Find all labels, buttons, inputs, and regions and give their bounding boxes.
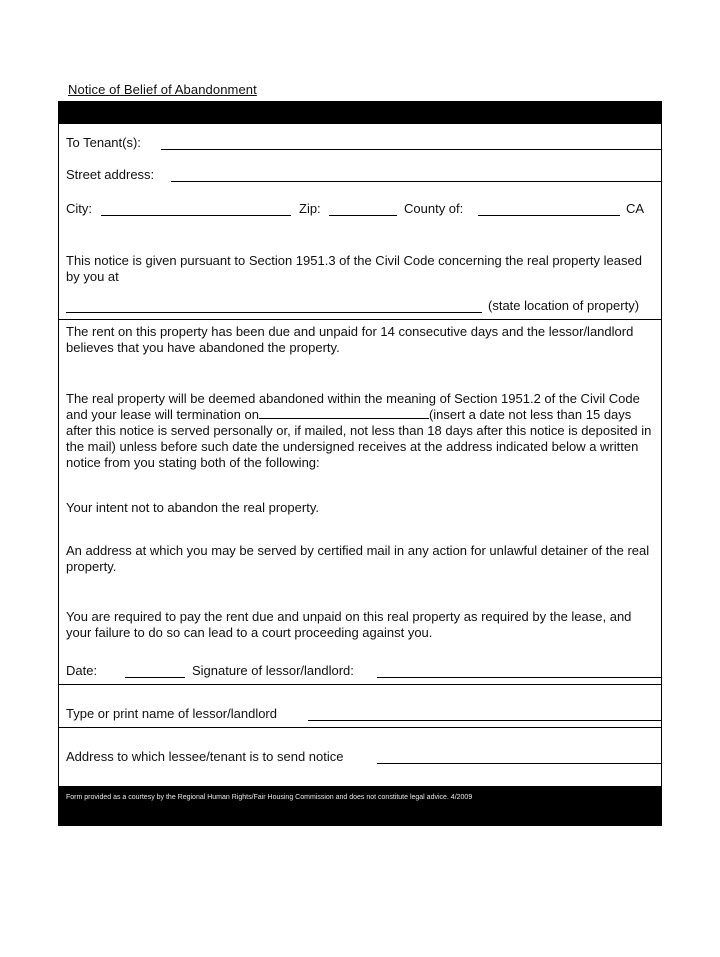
document-title: Notice of Belief of Abandonment — [68, 82, 257, 97]
signature-field[interactable] — [377, 677, 661, 678]
notice-form — [58, 101, 662, 826]
notice-address-label: Address to which lessee/tenant is to send notice — [66, 749, 344, 764]
city-field[interactable] — [101, 215, 291, 216]
footer-bar — [59, 786, 661, 826]
state-location-label: (state location of property) — [488, 298, 640, 313]
rent-unpaid-paragraph: The rent on this property has been due and unpaid for 14 consecutive days and the lessor/landlord believes that you have abandoned the property. — [66, 324, 634, 355]
deemed-text-1: The real property will be deemed abandoned within the meaning of Section 1951.2 of the Civil Code and your lease will termination on — [66, 391, 640, 422]
section-divider — [59, 684, 661, 685]
address-served-paragraph: An address at which you may be served by certified mail in any action for unlawful detainer of the real property. — [66, 543, 650, 574]
county-label: County of: — [404, 201, 464, 216]
zip-field[interactable] — [329, 215, 397, 216]
to-tenants-label: To Tenant(s): — [66, 135, 141, 150]
zip-label: Zip: — [299, 201, 321, 216]
section-divider — [59, 727, 661, 728]
city-label: City: — [66, 201, 92, 216]
termination-date-field[interactable] — [259, 407, 429, 419]
date-field[interactable] — [125, 677, 185, 678]
header-bar — [59, 102, 661, 124]
print-name-label: Type or print name of lessor/landlord — [66, 706, 277, 721]
street-address-field[interactable] — [171, 181, 661, 182]
signature-label: Signature of lessor/landlord: — [192, 663, 354, 678]
notice-given-paragraph: This notice is given pursuant to Section 1951.3 of the Civil Code concerning the real property leased by you at — [66, 253, 642, 284]
to-tenants-field[interactable] — [161, 149, 661, 150]
intent-paragraph: Your intent not to abandon the real property. — [66, 500, 319, 515]
footer-text: Form provided as a courtesy by the Regional Human Rights/Fair Housing Commission and does not constitute legal advice. 4/2009 — [66, 794, 473, 801]
notice-address-field[interactable] — [377, 763, 661, 764]
pay-rent-paragraph: You are required to pay the rent due and unpaid on this real property as required by the lease, and your failure to do so can lead to a court proceeding against you. — [66, 609, 632, 640]
date-label: Date: — [66, 663, 98, 678]
section-divider — [59, 319, 661, 320]
deemed-text-2: (insert a date not less than 15 days after this notice is served personally or, if mailed, not less than 18 days after this notice is deposited in the mail) unless before such date the undersigned receives at the address indicated below a written notice from you stating both of the following: — [66, 407, 652, 470]
property-location-field[interactable] — [66, 312, 482, 313]
state-label: CA — [626, 201, 645, 216]
deemed-abandoned-paragraph — [66, 391, 656, 471]
county-field[interactable] — [478, 215, 620, 216]
street-address-label: Street address: — [66, 167, 155, 182]
print-name-field[interactable] — [308, 720, 661, 721]
